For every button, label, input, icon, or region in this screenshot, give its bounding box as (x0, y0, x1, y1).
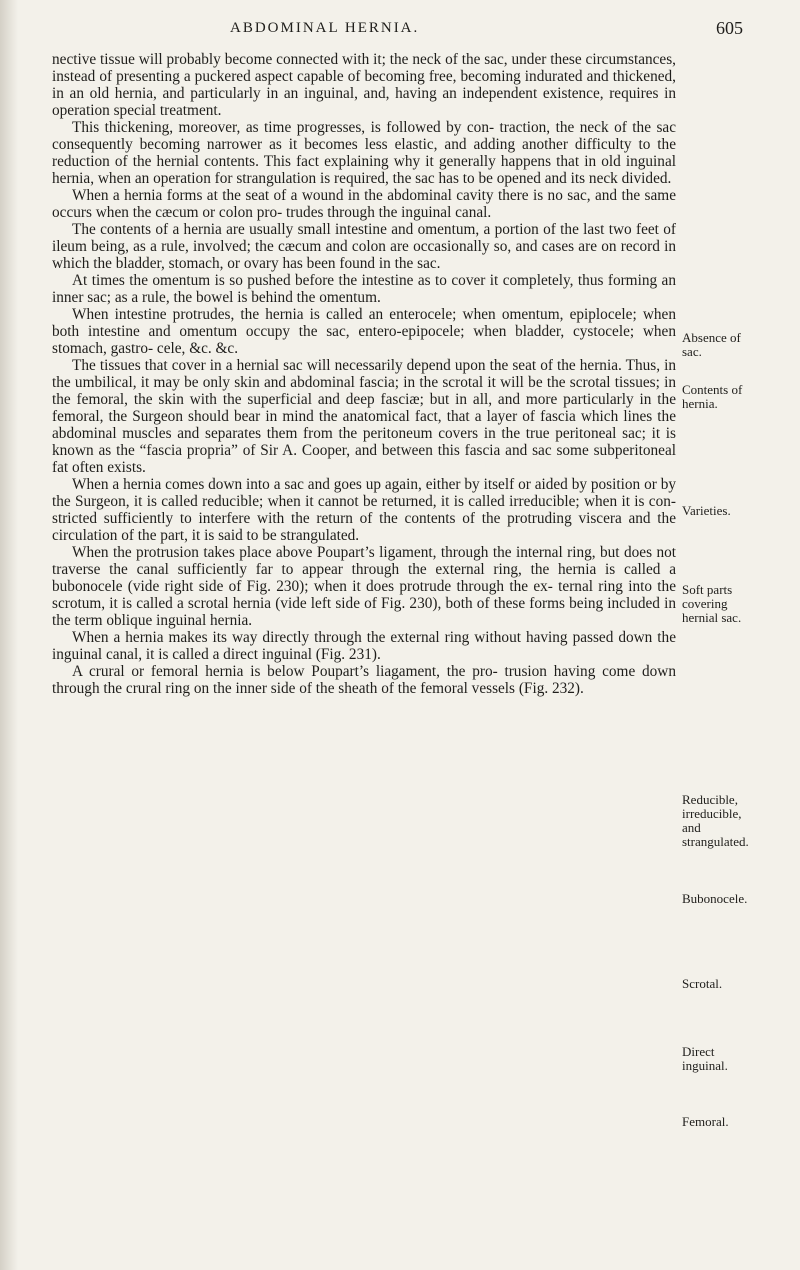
margin-note-line: Soft parts (682, 582, 733, 597)
margin-note-line: Femoral. (682, 1114, 729, 1129)
margin-note-line: strangulated. (682, 834, 749, 849)
body-text (52, 51, 676, 697)
paragraph: When a hernia comes down into a sac and goes up again, either by itself or aided by position or by the Surgeon, it is called reducible; when it cannot be returned, it is called irreducible; when it is con- stricted sufficiently to interfere with the return of the contents of the protruding viscera and the circulation of the part, it is said to be strangulated. (52, 476, 676, 544)
running-title: ABDOMINAL HERNIA. (230, 20, 420, 36)
paragraph: When the protrusion takes place above Poupart’s ligament, through the internal ring, but does not traverse the canal sufficiently far to appear through the external ring, the hernia is called a bubonocele (vide right side of Fig. 230); when it does protrude through the ex- ternal ring into the scrotum, it is called a scrotal hernia (vide left side of Fig. 230), both of these forms being included in the term oblique inguinal hernia. (52, 544, 676, 629)
paragraph: When a hernia forms at the seat of a wound in the abdominal cavity there is no sac, and the same occurs when the cæcum or colon pro- trudes through the inguinal canal. (52, 187, 676, 221)
margin-note-line: sac. (682, 344, 702, 359)
margin-note-reducible (682, 793, 800, 849)
margin-note-line: Direct (682, 1044, 715, 1059)
margin-note-line: Absence of (682, 330, 741, 345)
paragraph: When intestine protrudes, the hernia is called an enterocele; when omentum, epiplocele; when both intestine and omentum occupy the sac, entero-epipocele; when bladder, cystocele; when stomach, gastro- cele, &c. &c. (52, 306, 676, 357)
margin-note-varieties (682, 504, 800, 518)
page-number: 605 (716, 18, 743, 38)
margin-note-scrotal (682, 977, 800, 991)
margin-note-line: hernia. (682, 396, 718, 411)
paragraph: When a hernia makes its way directly through the external ring without having passed down the inguinal canal, it is called a direct inguinal (Fig. 231). (52, 629, 676, 663)
paragraph: The contents of a hernia are usually small intestine and omentum, a portion of the last two feet of ileum being, as a rule, involved; the cæcum and colon are occasionally so, and cases are on record in which the bladder, stomach, or ovary has been found in the sac. (52, 221, 676, 272)
margin-note-contents-of-hernia (682, 383, 800, 411)
paragraph: A crural or femoral hernia is below Poupart’s liagament, the pro- trusion having come down through the crural ring on the inner side of the sheath of the femoral vessels (Fig. 232). (52, 663, 676, 697)
margin-note-line: inguinal. (682, 1058, 728, 1073)
margin-note-line: and (682, 820, 701, 835)
margin-note-line: covering (682, 596, 728, 611)
paragraph: This thickening, moreover, as time progresses, is followed by con- traction, the neck of the sac consequently becoming narrower as it becomes less elastic, and adding another difficulty to the reduction of the hernial contents. This fact explaining why it generally happens that in old inguinal hernia, when an operation for strangulation is required, the sac has to be opened and its neck divided. (52, 119, 676, 187)
margin-note-line: Varieties. (682, 503, 731, 518)
binding-shadow (0, 0, 18, 1270)
margin-note-line: Reducible, (682, 792, 738, 807)
page-header (0, 18, 800, 44)
paragraph: The tissues that cover in a hernial sac will necessarily depend upon the seat of the hernia. Thus, in the umbilical, it may be only skin and abdominal fascia; in the scrotal it will be the scrotal tissues; in the femoral, the skin with the superficial and deep fasciæ; but in all, and more particularly in the femoral, the Surgeon should bear in mind the anatomical fact, that a layer of fascia which lines the abdominal muscles and separates them from the peritoneum covers in the true peritoneal sac; it is known as the “fascia propria” of Sir A. Cooper, and between this fascia and sac some subperitoneal fat often exists. (52, 357, 676, 476)
paragraph: nective tissue will probably become connected with it; the neck of the sac, under these circumstances, instead of presenting a puckered aspect capable of becoming free, becoming indurated and thickened, in an old hernia, and particularly in an inguinal, and, having an independent existence, requires in operation special treatment. (52, 51, 676, 119)
margin-note-line: Bubonocele. (682, 891, 748, 906)
margin-note-absence-of-sac (682, 331, 800, 359)
margin-note-femoral (682, 1115, 800, 1129)
margin-note-soft-parts (682, 583, 800, 625)
margin-note-line: hernial sac. (682, 610, 742, 625)
margin-note-line: Contents of (682, 382, 743, 397)
margin-note-direct-inguinal (682, 1045, 800, 1073)
margin-note-line: irreducible, (682, 806, 742, 821)
margin-note-line: Scrotal. (682, 976, 723, 991)
paragraph: At times the omentum is so pushed before the intestine as to cover it completely, thus forming an inner sac; as a rule, the bowel is behind the omentum. (52, 272, 676, 306)
margin-note-bubonocele (682, 892, 800, 906)
